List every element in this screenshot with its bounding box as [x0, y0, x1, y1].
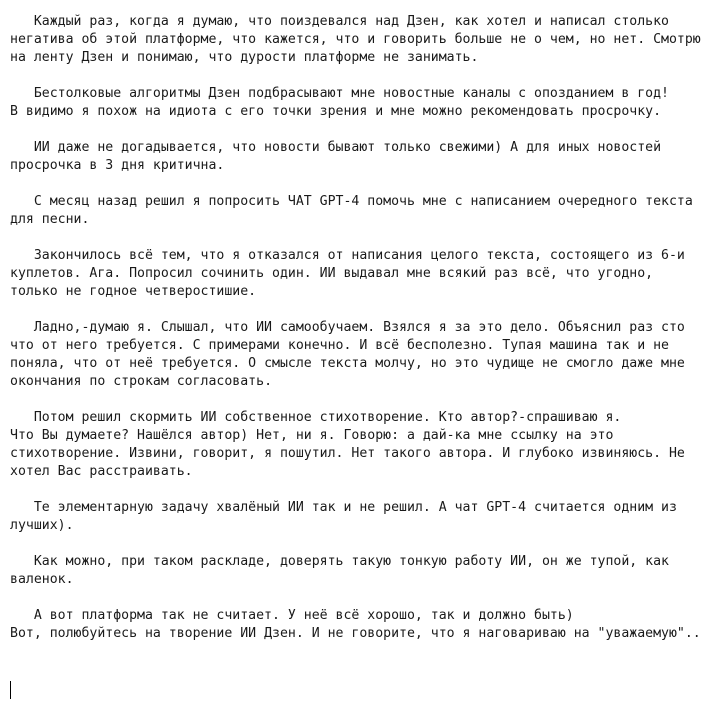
text-line: лучших).: [10, 518, 74, 533]
paragraph: [10, 85, 712, 121]
paragraph: [10, 247, 712, 301]
text-line: ИИ даже не догадывается, что новости бывают только свежими) А для иных новостей: [33, 140, 662, 155]
paragraph: [10, 139, 712, 175]
text-line: стихотворение. Извини, говорит, я пошутил. Нет такого автора. И глубоко извиняюсь. Не: [10, 446, 685, 461]
text-line: хотел Вас расстраивать.: [10, 464, 193, 479]
text-line: для песни.: [10, 212, 90, 227]
text-line: просрочка в 3 дня критична.: [10, 158, 225, 173]
text-line: Вот, полюбуйтесь на творение ИИ Дзен. И не говорите, что я наговариваю на "уважаемую"..: [10, 626, 701, 641]
text-line: Те элементарную задачу хвалёный ИИ так и не решил. А чат GPT-4 считается одним из: [33, 500, 677, 515]
text-line: негатива об этой платформе, что кажется, что и говорить больше не о чем, но нет. Смотрю: [10, 32, 701, 47]
text-line: окончания по строкам согласовать.: [10, 374, 273, 389]
text-line: Как можно, при таком раскладе, доверять такую тонкую работу ИИ, он же тупой, как: [33, 554, 669, 569]
paragraph: [10, 193, 712, 229]
paragraph: [10, 607, 712, 643]
text-line: Ладно,-думаю я. Слышал, что ИИ самообучаем. Взялся я за это дело. Объяснил раз сто: [33, 320, 685, 335]
paragraph: [10, 499, 712, 535]
paragraph: [10, 319, 712, 391]
paragraph: [10, 409, 712, 481]
text-line: В видимо я похож на идиота с его точки зрения и мне можно рекомендовать просрочку.: [10, 104, 662, 119]
text-line: Каждый раз, когда я думаю, что поиздевался над Дзен, как хотел и написал столько: [33, 14, 669, 29]
text-line: что от него требуется. С примерами конечно. И всё бесполезно. Тупая машина так и не: [10, 338, 669, 353]
text-line: только не годное четверостишие.: [10, 284, 257, 299]
text-line: Что Вы думаете? Нашёлся автор) Нет, ни я. Говорю: а дай-ка мне ссылку на это: [10, 428, 614, 443]
text-line: на ленту Дзен и понимаю, что дурости платформе не занимать.: [10, 50, 479, 65]
text-line: С месяц назад решил я попросить ЧАТ GPT-4 помочь мне с написанием очередного текста: [33, 194, 693, 209]
text-line: Закончилось всё тем, что я отказался от написания целого текста, состоящего из 6-и: [33, 248, 685, 263]
paragraph: [10, 13, 712, 67]
text-line: куплетов. Ага. Попросил сочинить один. ИИ выдавал мне всякий раз всё, что угодно,: [10, 266, 654, 281]
text-line: Бестолковые алгоритмы Дзен подбрасывают мне новостные каналы с опозданием в год!: [33, 86, 669, 101]
paragraph: [10, 553, 712, 589]
text-line: поняла, что от неё требуется. О смысле текста молчу, но это чудище не смогло даже мне: [10, 356, 685, 371]
text-line: валенок.: [10, 572, 74, 587]
text-line: Потом решил скормить ИИ собственное стихотворение. Кто автор?-спрашиваю я.: [33, 410, 622, 425]
text-caret: [10, 681, 11, 699]
text-line: А вот платформа так не считает. У неё всё хорошо, так и должно быть): [33, 608, 574, 623]
